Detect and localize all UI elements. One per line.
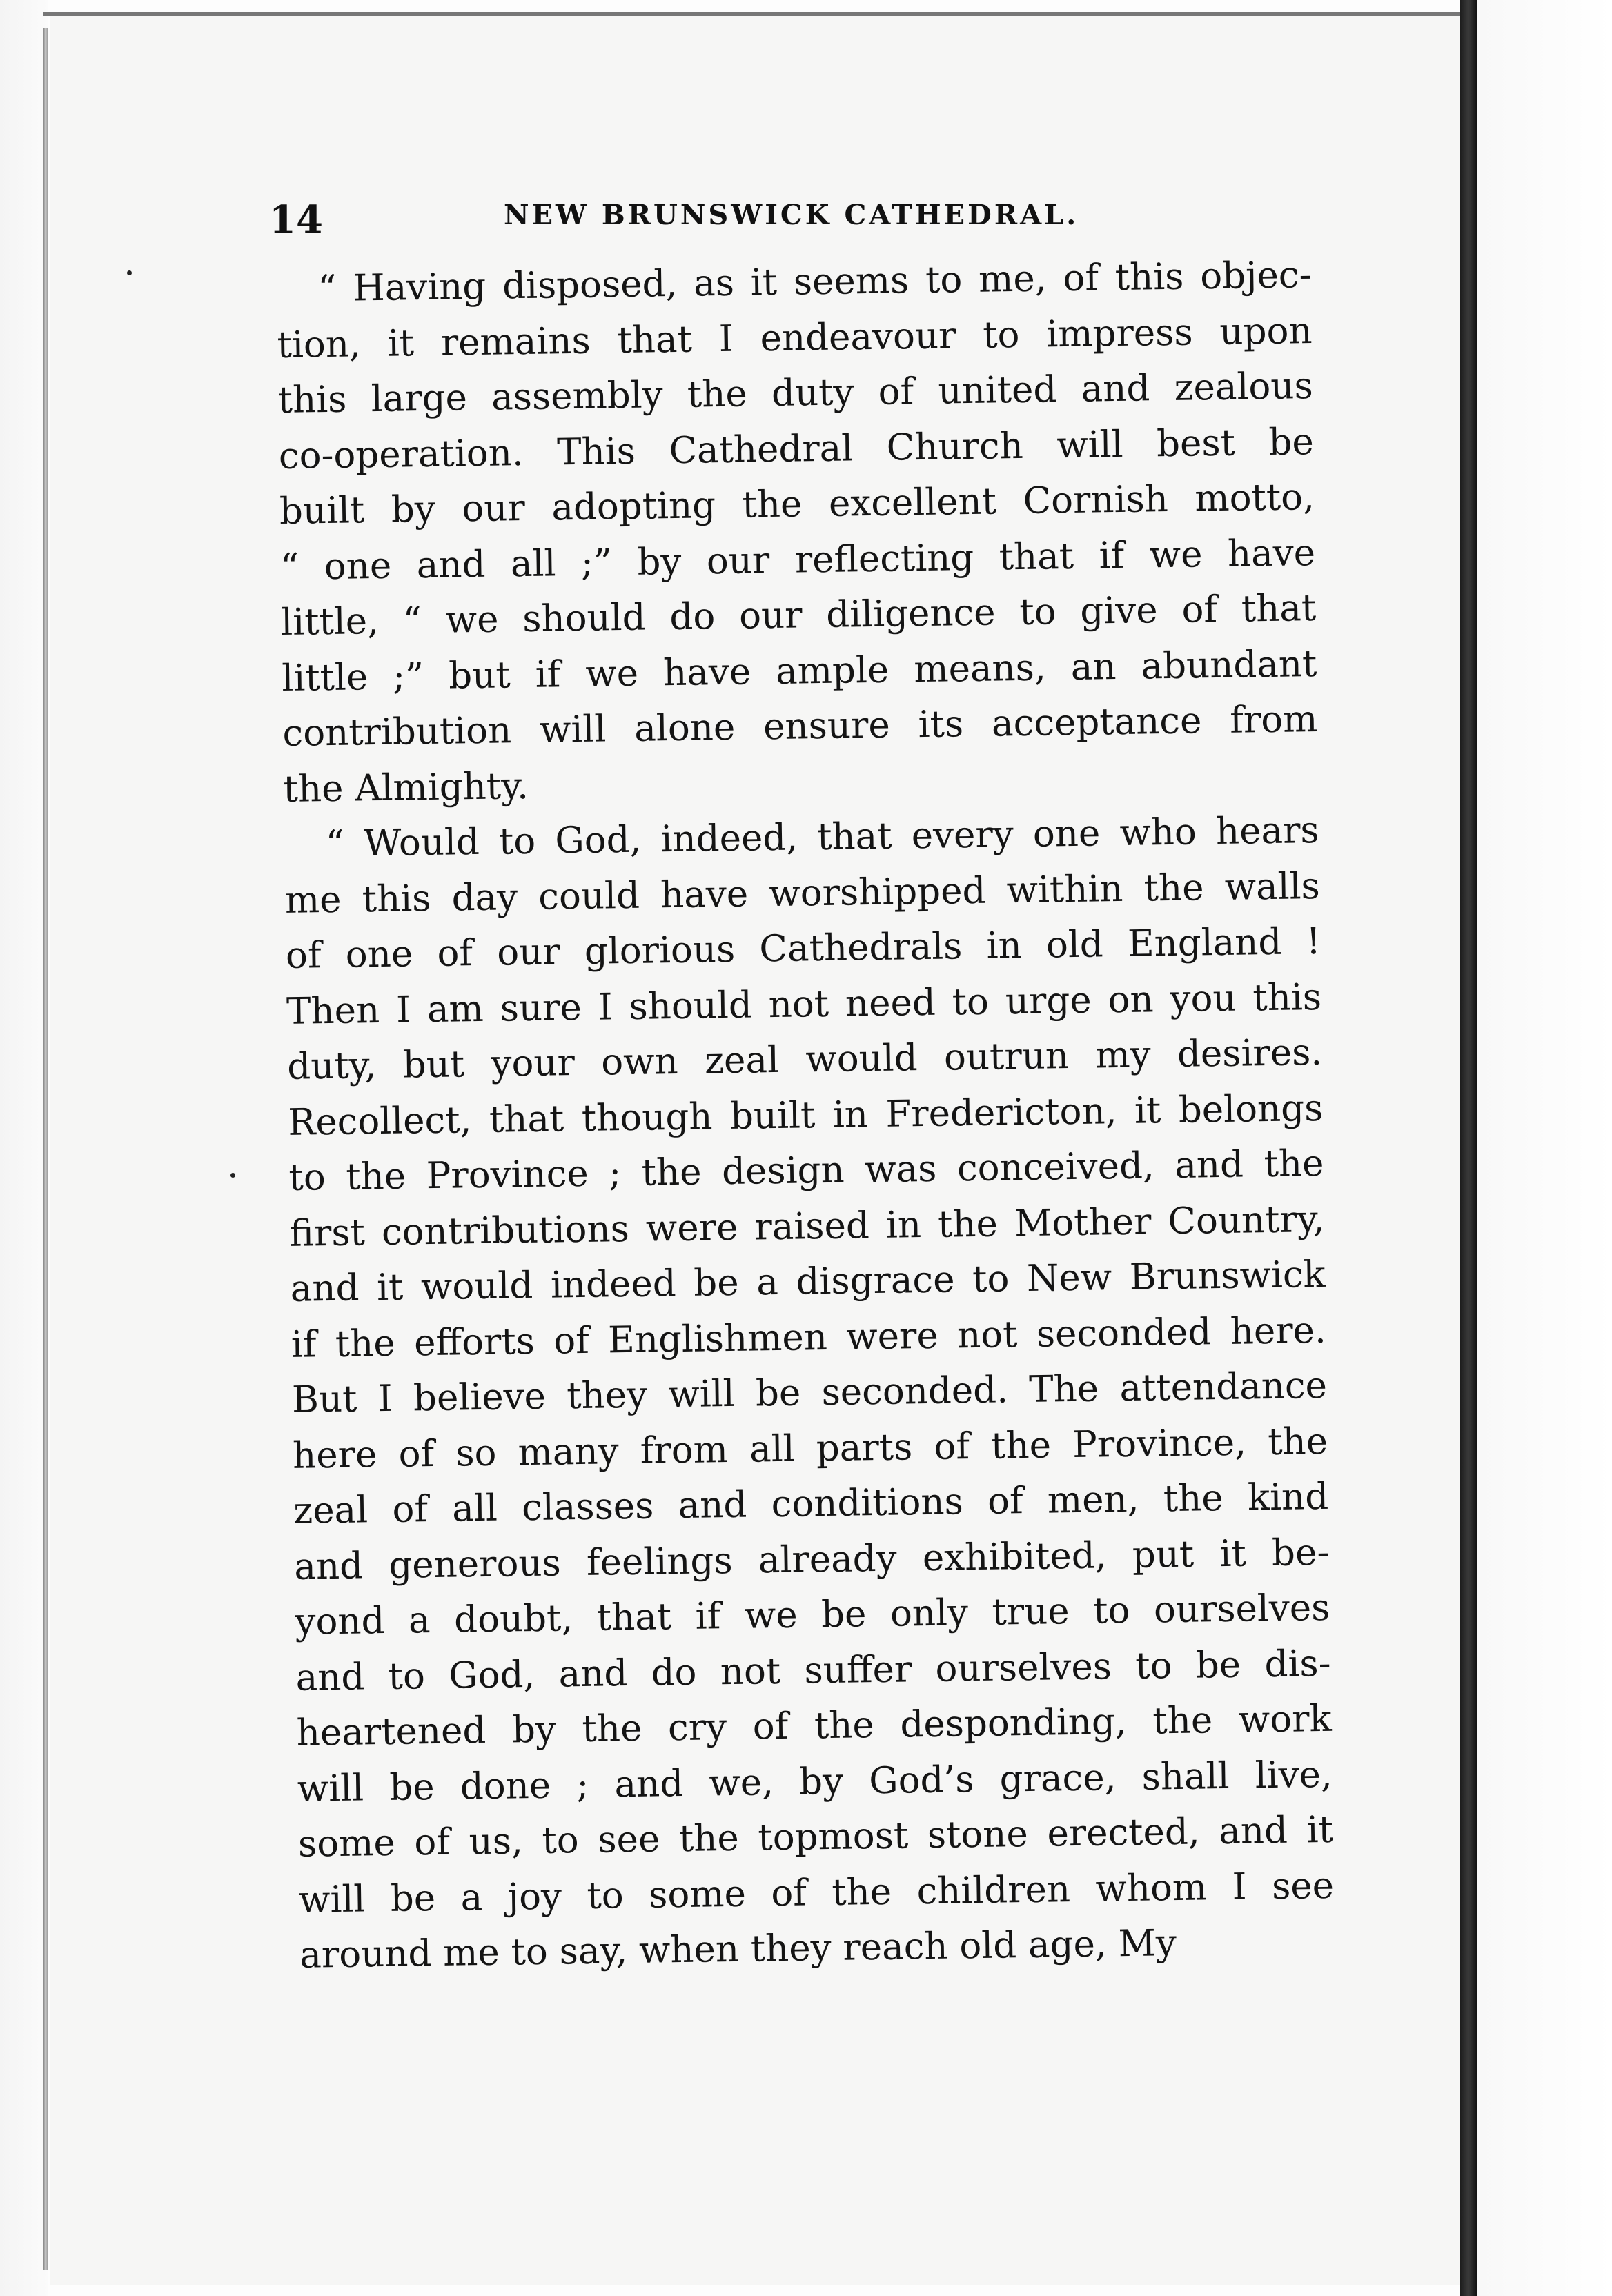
text-line: built by our adopting the excellent Cornish motto, (279, 476, 1315, 533)
text-line: me this day could have worshipped within the walls (284, 864, 1321, 922)
text-line: But I believe they will be seconded. The attendance (291, 1364, 1328, 1421)
running-head (269, 185, 1470, 247)
text-line: “ Would to God, indeed, that every one who hears (325, 809, 1320, 866)
speck-mark (230, 1173, 235, 1178)
text-line: co-operation. This Cathedral Church will best be (278, 420, 1315, 477)
text-line: duty, but your own zeal would outrun my desires. (286, 1031, 1323, 1088)
page-left-edge (43, 28, 48, 2270)
text-line: and it would indeed be a disgrace to New Brunswick (290, 1253, 1326, 1310)
text-line: zeal of all classes and conditions of men, the kind (293, 1475, 1329, 1532)
body-text (276, 248, 1335, 1983)
text-line: Then I am sure I should not need to urge on you this (286, 976, 1322, 1033)
text-line: if the efforts of Englishmen were not seconded here. (291, 1309, 1327, 1366)
text-line: yond a doubt, that if we be only true to ourselves (295, 1586, 1330, 1643)
text-line: first contributions were raised in the Mother Country, (289, 1198, 1325, 1255)
left-scan-margin (0, 0, 48, 2296)
text-line: around me to say, when they reach old age, My (299, 1922, 1177, 1977)
text-line: will be done ; and we, by God’s grace, shall live, (297, 1753, 1333, 1810)
paragraph (276, 248, 1319, 818)
binding-gutter (1460, 0, 1477, 2296)
text-line: contribution will alone ensure its acceptance from (282, 697, 1318, 755)
text-line: and generous feelings already exhibited, put it be- (293, 1531, 1330, 1588)
text-line: this large assembly the duty of united and zealous (277, 365, 1314, 422)
text-line: heartened by the cry of the desponding, the work (296, 1697, 1333, 1754)
paragraph (284, 803, 1335, 1983)
text-line: “ Having disposed, as it seems to me, of this objec- (317, 254, 1312, 310)
text-line: some of us, to see the topmost stone erected, and it (297, 1808, 1334, 1866)
text-line: and to God, and do not suffer ourselves to be dis- (295, 1642, 1331, 1699)
text-line: tion, it remains that I endeavour to impress upon (277, 309, 1313, 366)
page-number: 14 (269, 197, 323, 243)
speck-mark (127, 270, 132, 275)
facing-page-edge (1477, 0, 1612, 2296)
text-line: will be a joy to some of the children whom I see (298, 1864, 1335, 1921)
text-line: to the Province ; the design was conceived, and the (288, 1142, 1324, 1199)
text-line: little ;” but if we have ample means, an abundant (281, 642, 1317, 700)
text-line: “ one and all ;” by our reflecting that if we have (279, 531, 1316, 588)
text-line: little, “ we should do our diligence to give of that (280, 587, 1317, 644)
text-line: Recollect, that though built in Fredericton, it belongs (287, 1087, 1324, 1144)
running-title: NEW BRUNSWICK CATHEDRAL. (504, 199, 1079, 231)
text-line: here of so many from all parts of the Province, the (292, 1420, 1328, 1477)
text-line: the Almighty. (283, 764, 529, 811)
page-top-edge (43, 12, 1464, 16)
text-line: of one of our glorious Cathedrals in old England ! (285, 920, 1321, 977)
